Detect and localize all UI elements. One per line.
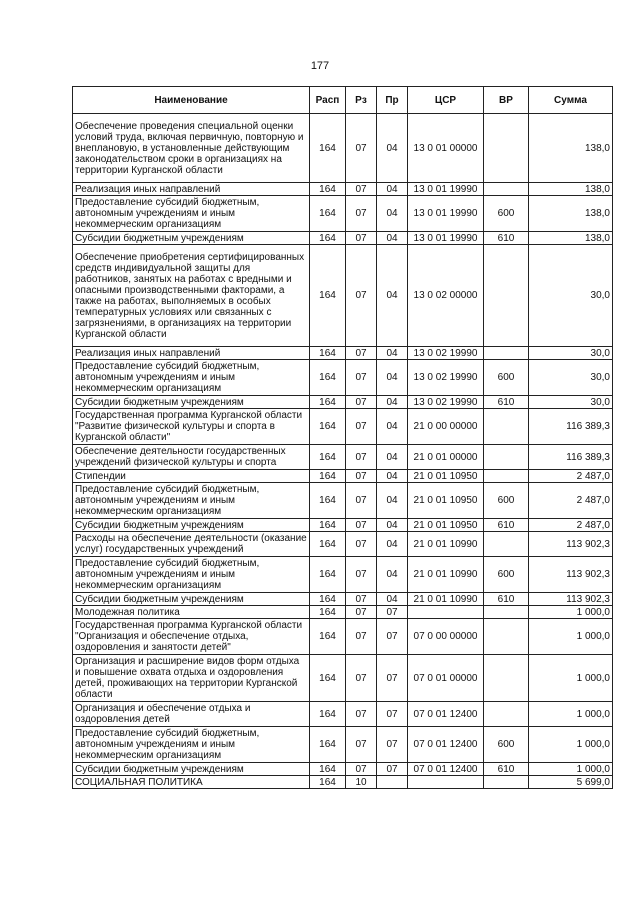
cell-csr: 13 0 01 19990 [408, 232, 484, 245]
cell-rasp: 164 [310, 396, 346, 409]
header-vr: ВР [484, 87, 529, 114]
cell-name: Расходы на обеспечение деятельности (оказание услуг) государственных учреждений [73, 532, 310, 557]
cell-csr: 21 0 01 10950 [408, 483, 484, 519]
cell-vr: 610 [484, 396, 529, 409]
table-row [73, 727, 613, 763]
cell-rasp: 164 [310, 655, 346, 702]
header-csr: ЦСР [408, 87, 484, 114]
cell-name: Реализация иных направлений [73, 183, 310, 196]
cell-rz: 07 [346, 114, 377, 183]
cell-name: Обеспечение деятельности государственных учреждений физической культуры и спорта [73, 445, 310, 470]
cell-csr: 13 0 01 00000 [408, 114, 484, 183]
cell-csr: 21 0 01 10990 [408, 532, 484, 557]
table-row [73, 655, 613, 702]
cell-rasp: 164 [310, 360, 346, 396]
cell-rz: 07 [346, 763, 377, 776]
cell-rasp: 164 [310, 763, 346, 776]
cell-vr [484, 470, 529, 483]
cell-rasp: 164 [310, 347, 346, 360]
cell-rz: 07 [346, 347, 377, 360]
header-pr: Пр [377, 87, 408, 114]
cell-vr: 600 [484, 727, 529, 763]
cell-sum: 1 000,0 [529, 727, 613, 763]
cell-sum: 138,0 [529, 232, 613, 245]
cell-csr: 07 0 01 00000 [408, 655, 484, 702]
cell-pr: 04 [377, 445, 408, 470]
table-row [73, 557, 613, 593]
cell-rasp: 164 [310, 532, 346, 557]
table-row [73, 470, 613, 483]
cell-pr: 04 [377, 532, 408, 557]
cell-rasp: 164 [310, 483, 346, 519]
cell-vr [484, 183, 529, 196]
cell-sum: 30,0 [529, 347, 613, 360]
cell-rz: 07 [346, 245, 377, 347]
cell-csr: 07 0 01 12400 [408, 702, 484, 727]
cell-name: Государственная программа Курганской области "Развитие физической культуры и спорта в Курганской области" [73, 409, 310, 445]
cell-pr: 07 [377, 606, 408, 619]
cell-name: Молодежная политика [73, 606, 310, 619]
table-row [73, 519, 613, 532]
cell-vr [484, 347, 529, 360]
table-row [73, 360, 613, 396]
cell-pr: 04 [377, 360, 408, 396]
cell-sum: 30,0 [529, 396, 613, 409]
cell-rz: 07 [346, 483, 377, 519]
cell-name: Реализация иных направлений [73, 347, 310, 360]
cell-rasp: 164 [310, 245, 346, 347]
cell-csr [408, 776, 484, 789]
cell-rz: 07 [346, 519, 377, 532]
cell-csr: 21 0 01 10950 [408, 519, 484, 532]
cell-vr [484, 702, 529, 727]
cell-csr: 13 0 02 19990 [408, 347, 484, 360]
cell-sum: 1 000,0 [529, 619, 613, 655]
cell-rasp: 164 [310, 232, 346, 245]
cell-vr [484, 532, 529, 557]
cell-pr: 04 [377, 483, 408, 519]
table-row [73, 763, 613, 776]
cell-rasp: 164 [310, 183, 346, 196]
cell-pr: 04 [377, 470, 408, 483]
cell-pr: 07 [377, 655, 408, 702]
cell-vr: 600 [484, 196, 529, 232]
cell-csr: 21 0 01 00000 [408, 445, 484, 470]
cell-vr [484, 114, 529, 183]
cell-pr: 04 [377, 593, 408, 606]
cell-vr: 610 [484, 232, 529, 245]
cell-sum: 30,0 [529, 360, 613, 396]
table-row [73, 396, 613, 409]
cell-rz: 07 [346, 702, 377, 727]
cell-vr [484, 606, 529, 619]
cell-sum: 1 000,0 [529, 763, 613, 776]
cell-rasp: 164 [310, 470, 346, 483]
cell-csr: 07 0 01 12400 [408, 763, 484, 776]
cell-rasp: 164 [310, 702, 346, 727]
cell-pr: 07 [377, 702, 408, 727]
table-row [73, 232, 613, 245]
cell-name: Стипендии [73, 470, 310, 483]
cell-name: Субсидии бюджетным учреждениям [73, 396, 310, 409]
cell-pr: 04 [377, 114, 408, 183]
cell-vr: 610 [484, 763, 529, 776]
cell-sum: 116 389,3 [529, 445, 613, 470]
cell-rasp: 164 [310, 445, 346, 470]
cell-vr: 610 [484, 519, 529, 532]
table-row [73, 245, 613, 347]
cell-name: Предоставление субсидий бюджетным, автономным учреждениям и иным некоммерческим организациям [73, 196, 310, 232]
cell-sum: 113 902,3 [529, 557, 613, 593]
table-row [73, 114, 613, 183]
table-row [73, 702, 613, 727]
cell-sum: 2 487,0 [529, 470, 613, 483]
cell-rasp: 164 [310, 593, 346, 606]
cell-name: Предоставление субсидий бюджетным, автономным учреждениям и иным некоммерческим организациям [73, 360, 310, 396]
cell-vr: 600 [484, 483, 529, 519]
cell-sum: 113 902,3 [529, 593, 613, 606]
cell-csr: 13 0 02 19990 [408, 396, 484, 409]
table-row [73, 347, 613, 360]
cell-name: Предоставление субсидий бюджетным, автономным учреждениям и иным некоммерческим организациям [73, 557, 310, 593]
cell-rz: 07 [346, 619, 377, 655]
cell-pr: 04 [377, 232, 408, 245]
cell-name: Предоставление субсидий бюджетным, автономным учреждениям и иным некоммерческим организациям [73, 727, 310, 763]
cell-rasp: 164 [310, 114, 346, 183]
cell-name: Обеспечение проведения специальной оценки условий труда, включая первичную, повторную и внеплановую, в установленные действующим законодательством сроки в организациях на территории Курганской области [73, 114, 310, 183]
cell-name: Организация и расширение видов форм отдыха и повышение охвата отдыха и оздоровления детей, проживающих на территории Курганской области [73, 655, 310, 702]
cell-name: Субсидии бюджетным учреждениям [73, 593, 310, 606]
cell-name: Обеспечение приобретения сертифицированных средств индивидуальной защиты для работников, занятых на работах с вредными и опасными производственными факторами, а также на работах, выполняемых в особых температурных условиях или связанных с загрязнениями, в организациях на территории Курганской области [73, 245, 310, 347]
cell-sum: 5 699,0 [529, 776, 613, 789]
cell-rz: 07 [346, 593, 377, 606]
header-sum: Сумма [529, 87, 613, 114]
cell-name: Субсидии бюджетным учреждениям [73, 519, 310, 532]
table-body [73, 114, 613, 789]
cell-pr: 07 [377, 763, 408, 776]
cell-name: Предоставление субсидий бюджетным, автономным учреждениям и иным некоммерческим организациям [73, 483, 310, 519]
cell-rz: 07 [346, 360, 377, 396]
cell-rasp: 164 [310, 196, 346, 232]
cell-sum: 138,0 [529, 196, 613, 232]
cell-csr: 21 0 01 10990 [408, 593, 484, 606]
cell-csr: 13 0 01 19990 [408, 183, 484, 196]
cell-rz: 10 [346, 776, 377, 789]
cell-vr: 600 [484, 360, 529, 396]
table-row [73, 445, 613, 470]
cell-rz: 07 [346, 232, 377, 245]
cell-pr [377, 776, 408, 789]
cell-rasp: 164 [310, 519, 346, 532]
cell-sum: 2 487,0 [529, 483, 613, 519]
cell-sum: 2 487,0 [529, 519, 613, 532]
cell-pr: 04 [377, 557, 408, 593]
cell-pr: 04 [377, 409, 408, 445]
cell-sum: 113 902,3 [529, 532, 613, 557]
cell-csr: 21 0 01 10990 [408, 557, 484, 593]
cell-sum: 1 000,0 [529, 702, 613, 727]
cell-name: Субсидии бюджетным учреждениям [73, 232, 310, 245]
cell-name: Организация и обеспечение отдыха и оздоровления детей [73, 702, 310, 727]
cell-sum: 138,0 [529, 114, 613, 183]
cell-csr: 07 0 00 00000 [408, 619, 484, 655]
cell-rz: 07 [346, 470, 377, 483]
cell-rasp: 164 [310, 776, 346, 789]
cell-vr [484, 776, 529, 789]
table-row [73, 196, 613, 232]
cell-rz: 07 [346, 606, 377, 619]
table-row [73, 606, 613, 619]
cell-pr: 04 [377, 396, 408, 409]
cell-rz: 07 [346, 196, 377, 232]
cell-rz: 07 [346, 557, 377, 593]
cell-pr: 04 [377, 245, 408, 347]
cell-csr: 21 0 00 00000 [408, 409, 484, 445]
cell-rz: 07 [346, 183, 377, 196]
cell-csr: 07 0 01 12400 [408, 727, 484, 763]
page-number: 177 [310, 60, 330, 72]
cell-csr: 13 0 01 19990 [408, 196, 484, 232]
table-row [73, 776, 613, 789]
cell-vr: 610 [484, 593, 529, 606]
cell-csr [408, 606, 484, 619]
cell-rz: 07 [346, 445, 377, 470]
cell-csr: 13 0 02 00000 [408, 245, 484, 347]
cell-sum: 116 389,3 [529, 409, 613, 445]
cell-rasp: 164 [310, 619, 346, 655]
cell-vr [484, 445, 529, 470]
cell-pr: 04 [377, 196, 408, 232]
cell-pr: 04 [377, 347, 408, 360]
cell-pr: 07 [377, 619, 408, 655]
table-row [73, 532, 613, 557]
cell-rz: 07 [346, 655, 377, 702]
cell-sum: 1 000,0 [529, 606, 613, 619]
cell-rasp: 164 [310, 606, 346, 619]
cell-rz: 07 [346, 396, 377, 409]
cell-csr: 21 0 01 10950 [408, 470, 484, 483]
cell-sum: 138,0 [529, 183, 613, 196]
cell-pr: 07 [377, 727, 408, 763]
cell-rz: 07 [346, 409, 377, 445]
table-row [73, 619, 613, 655]
cell-pr: 04 [377, 519, 408, 532]
table-row [73, 483, 613, 519]
cell-name: Субсидии бюджетным учреждениям [73, 763, 310, 776]
cell-csr: 13 0 02 19990 [408, 360, 484, 396]
cell-vr [484, 619, 529, 655]
cell-vr [484, 245, 529, 347]
cell-name: Государственная программа Курганской области "Организация и обеспечение отдыха, оздоровления и занятости детей" [73, 619, 310, 655]
header-rz: Рз [346, 87, 377, 114]
cell-vr [484, 409, 529, 445]
cell-vr [484, 655, 529, 702]
cell-rasp: 164 [310, 557, 346, 593]
table-row [73, 593, 613, 606]
table-row [73, 183, 613, 196]
cell-rasp: 164 [310, 727, 346, 763]
budget-table [72, 86, 613, 789]
header-name: Наименование [73, 87, 310, 114]
cell-rz: 07 [346, 532, 377, 557]
cell-rz: 07 [346, 727, 377, 763]
cell-vr: 600 [484, 557, 529, 593]
cell-sum: 30,0 [529, 245, 613, 347]
cell-name: СОЦИАЛЬНАЯ ПОЛИТИКА [73, 776, 310, 789]
table-row [73, 409, 613, 445]
cell-pr: 04 [377, 183, 408, 196]
cell-rasp: 164 [310, 409, 346, 445]
cell-sum: 1 000,0 [529, 655, 613, 702]
table-header [73, 87, 613, 114]
header-rasp: Расп [310, 87, 346, 114]
